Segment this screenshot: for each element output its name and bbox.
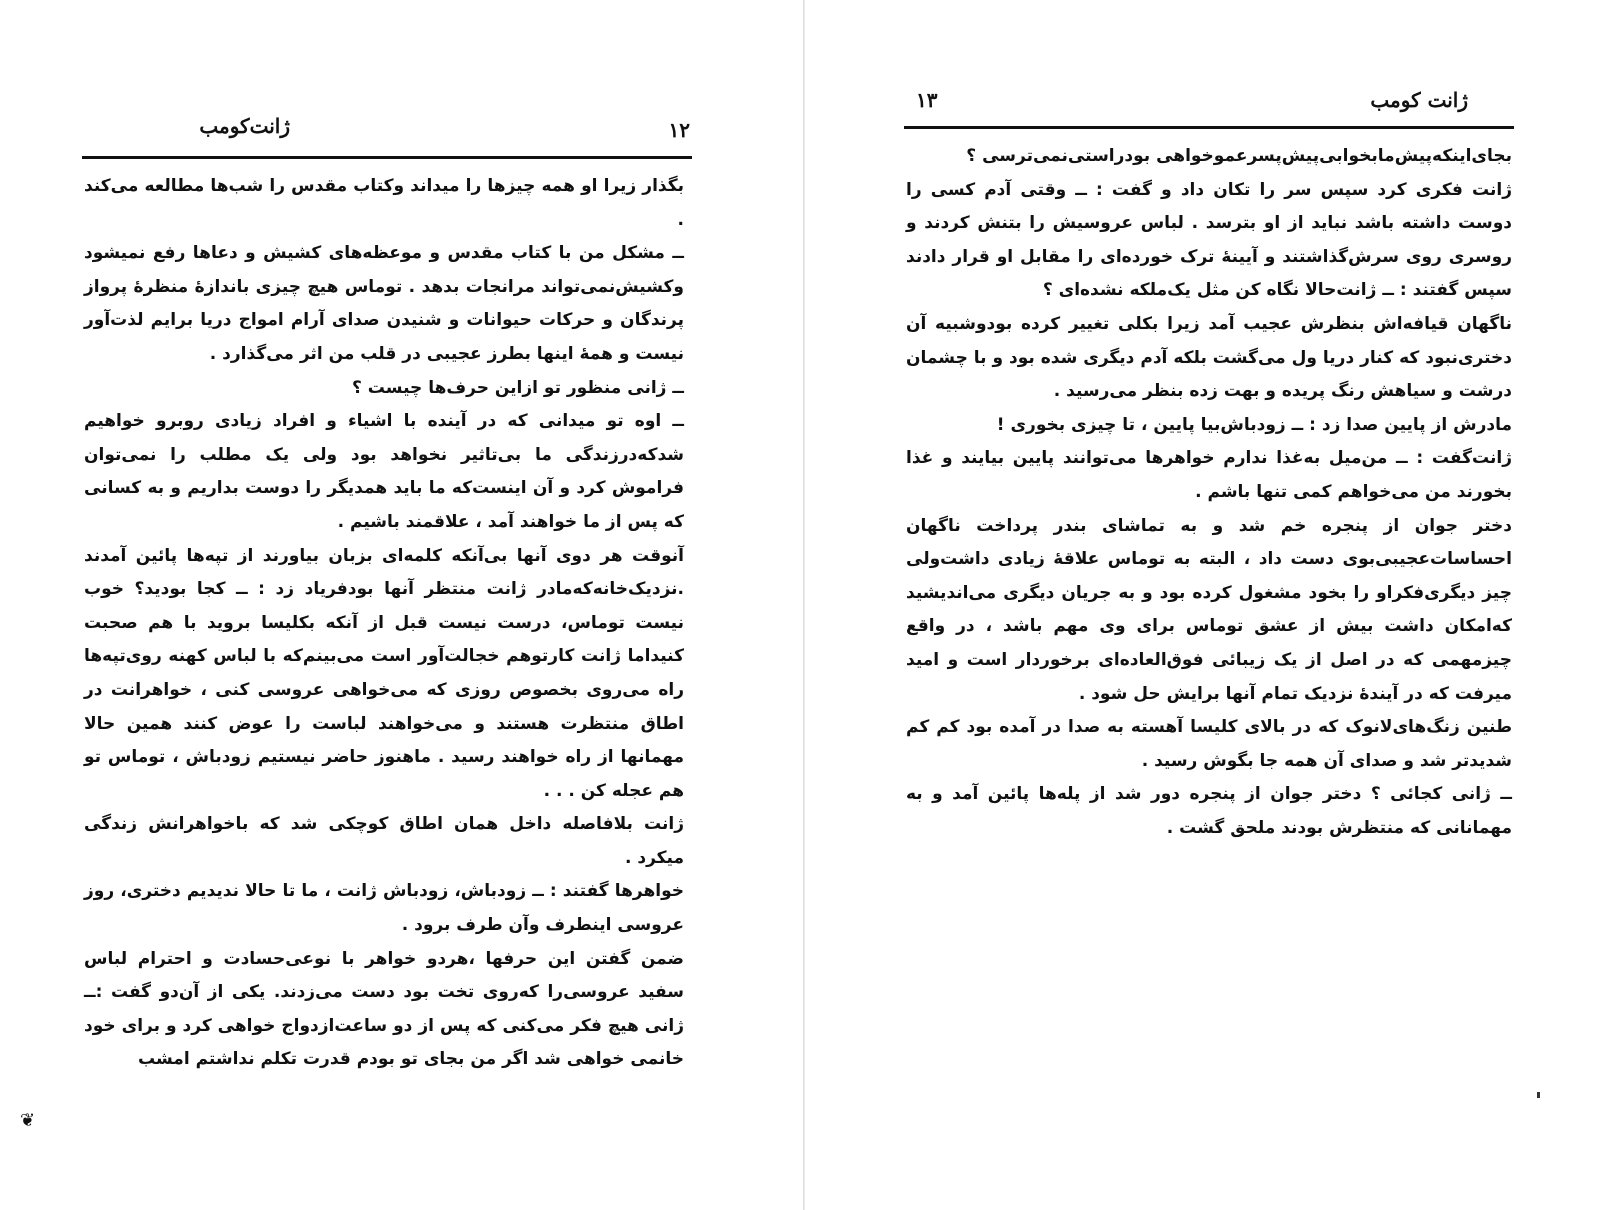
left-paragraph: بگذار زیرا او همه چیزها را میداند وکتاب مقدس را شب‌ها مطالعه می‌کند .	[84, 176, 684, 230]
right-paragraph: بجای‌اینکه‌پیش‌مابخوابی‌پیش‌پسرعموخواهی بودراستی‌نمی‌ترسی ؟	[966, 146, 1512, 166]
scan-speck	[1537, 1092, 1540, 1098]
left-page-number: ۱۲	[668, 118, 690, 142]
left-paragraph: ــ ژانی منظور تو ازاین حرف‌ها چیست ؟	[352, 377, 684, 398]
left-paragraph: ــ اوه تو میدانی که در آینده با اشیاء و افراد زیادی روبرو خواهیم شدکه‌درزندگی ما بی‌تاثیر نخواهد بود ولی یک مطلب را نمی‌توان فراموش کرد و آن اینست‌که ما باید همدیگر را دوست بداریم و به کسانی که پس از ما خواهند آمد ، علاقمند باشیم .	[84, 411, 684, 532]
left-paragraph: ــ مشکل من با کتاب مقدس و موعظه‌های کشیش و دعاها رفع نمیشود وکشیش‌نمی‌تواند مرانجات بدهد . توماس هیچ چیزی باندازهٔ منظرهٔ پرواز پرندگان و حرکات حیوانات و شنیدن صدای آرام امواج دریا برایم لذت‌آور نیست و همهٔ اینها بطرز عجیبی در قلب من اثر می‌گذارد .	[84, 243, 684, 364]
right-header-rule	[904, 126, 1514, 129]
right-paragraph: مادرش از پایین صدا زد : ــ زودباش‌بیا پایین ، تا چیزی بخوری !	[996, 414, 1512, 435]
right-page	[806, 0, 1600, 1210]
left-running-title: ژانت‌کومب	[199, 114, 290, 138]
right-paragraph: ناگهان قیافه‌اش بنظرش عجیب آمد زیرا بکلی تغییر کرده بودوشبیه آن دختری‌نبود که کنار دریا ول می‌گشت بلکه آدم دیگری شده بود و با چشمان درشت و سیاهش رنگ پریده و بهت زده بنظر می‌رسید .	[906, 313, 1512, 402]
right-paragraph: دختر جوان از پنجره خم شد و به تماشای بندر پرداخت ناگهان احساسات‌عجیبی‌بوی دست داد ، البته به توماس علاقهٔ زیادی داشت‌ولی چیز دیگری‌فکراو را بخود مشغول کرده بود و به جریان دیگری می‌اندیشید که‌امکان داشت بیش از عشق توماس برای وی مهم باشد ، در واقع چیزمهمی که در اصل از یک زیبائی فوق‌العاده‌ای برخوردار است و امید میرفت که در آیندهٔ نزدیک تمام آنها برایش حل شود .	[906, 515, 1512, 704]
book-gutter	[803, 0, 805, 1210]
right-paragraph: ژانت‌گفت : ــ من‌میل به‌غذا ندارم خواهرها می‌توانند پایین بیایند و غذا بخورند من می‌خواهم کمی تنها باشم .	[906, 448, 1512, 502]
left-paragraph: ضمن گفتن این حرفها ،هردو خواهر با نوعی‌حسادت و احترام لباس سفید عروسی‌را کەروی تخت بود دست می‌زدند. یکی از آن‌دو گفت :ــ ژانی هیچ فکر می‌کنی که پس از دو ساعت‌ازدواج خواهی کرد و برای خود خانمی خواهی شد اگر من بجای تو بودم قدرت تکلم نداشتم امشب	[84, 948, 684, 1070]
left-paragraph: ژانت بلافاصله داخل همان اطاق کوچکی شد که باخواهرانش زندگی میکرد .	[84, 814, 684, 868]
right-page-number: ۱۳	[916, 88, 938, 112]
left-header-rule	[82, 156, 692, 159]
fleuron-ornament-icon: ❦	[20, 1110, 36, 1131]
right-paragraph: طنین زنگ‌های‌لانوک که در بالای کلیسا آهسته به صدا در آمده بود کم کم شدیدتر شد و صدای آن همه جا بگوش رسید .	[906, 717, 1512, 771]
right-paragraph: ژانت فکری کرد سپس سر را تکان داد و گفت : ــ وقتی آدم کسی را دوست داشته باشد نباید از او بترسد . لباس عروسیش را بتنش کردند و روسری روی سرش‌گذاشتند و آیینهٔ ترک خورده‌ای را مقابل او قرار دادند سپس گفتند : ــ ژانت‌حالا نگاه کن مثل یک‌ملکه نشده‌ای ؟	[906, 179, 1512, 301]
right-body-text	[906, 140, 1512, 845]
left-paragraph: خواهرها گفتند : ــ زودباش، زودباش ژانت ، ما تا حالا ندیدیم دختری، روز عروسی اینطرف وآن طرف برود .	[84, 881, 684, 936]
right-paragraph: ــ ژانی کجائی ؟ دختر جوان از پنجره دور شد از پله‌ها پائین آمد و به مهمانانی که منتظرش بودند ملحق گشت .	[906, 784, 1512, 838]
left-paragraph: آنوقت هر دوی آنها بی‌آنکه کلمه‌ای بزبان بیاورند از تپه‌ها پائین آمدند .نزدیک‌خانه‌که‌مادر ژانت منتظر آنها بودفریاد زد : ــ کجا بودید؟ خوب نیست توماس، درست نیست قبل از آنکه بکلیسا بروید با هم صحبت کنیداما ژانت کارتوهم خجالت‌آور است می‌بینم‌که با لباس کهنه روی‌تپه‌ها راه می‌روی بخصوص روزی که می‌خواهی عروسی کنی ، خواهرانت در اطاق منتظرت هستند و می‌خواهند لباست را عوض کنند همین حالا مهمانها از راه خواهند رسید . ماهنوز حاضر نیستیم زودباش ، توماس تو هم عجله کن . . .	[84, 545, 684, 801]
right-running-title: ژانت کومب	[1370, 88, 1468, 112]
left-body-text	[84, 170, 684, 1077]
